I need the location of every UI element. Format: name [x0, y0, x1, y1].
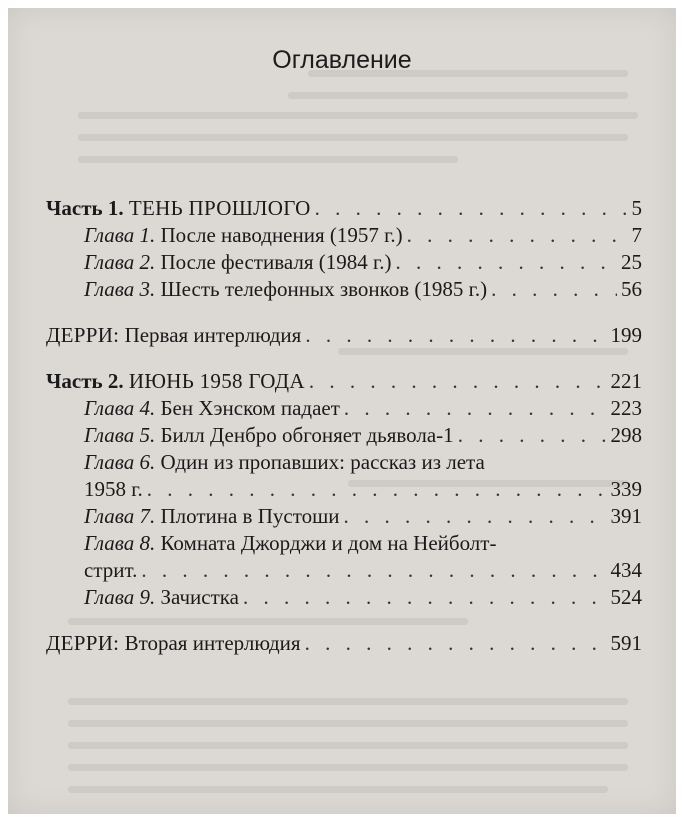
page-number: 391 — [610, 504, 642, 528]
chapter-title: Бен Хэнском падает — [160, 396, 340, 420]
interlude-title: Вторая интерлюдия — [124, 631, 301, 655]
chapter-title-continuation: стрит. — [84, 558, 138, 582]
toc-chapter-2 — [46, 249, 642, 276]
interlude-title: Первая интерлюдия — [124, 323, 302, 347]
toc-interlude-2 — [46, 630, 642, 657]
leader-dots — [458, 422, 607, 449]
leader-dots — [407, 222, 628, 249]
page-number: 25 — [621, 250, 642, 274]
toc-chapter-8 — [46, 530, 642, 557]
chapter-label: Глава 2. — [84, 250, 156, 274]
page-number: 339 — [610, 477, 642, 501]
toc-chapter-3 — [46, 276, 642, 303]
page-number: 7 — [631, 223, 642, 247]
chapter-title: После наводнения (1957 г.) — [160, 223, 403, 247]
chapter-label: Глава 7. — [84, 504, 156, 528]
toc-interlude-1 — [46, 322, 642, 349]
part-label: Часть 2. — [46, 369, 124, 393]
toc-chapter-9 — [46, 584, 642, 611]
chapter-title: Шесть телефонных звонков (1985 г.) — [160, 277, 488, 301]
page-number: 298 — [610, 423, 642, 447]
toc-chapter-7 — [46, 503, 642, 530]
spacer — [46, 611, 642, 630]
toc-chapter-8-continuation — [46, 557, 642, 584]
leader-dots — [305, 630, 607, 657]
leader-dots — [243, 584, 607, 611]
chapter-title: После фестиваля (1984 г.) — [160, 250, 392, 274]
toc-chapter-6-continuation — [46, 476, 642, 503]
page-number: 434 — [610, 558, 642, 582]
table-of-contents — [46, 195, 642, 657]
chapter-title: Один из пропавших: рассказ из лета — [160, 450, 485, 474]
toc-chapter-5 — [46, 422, 642, 449]
page-number: 5 — [631, 196, 642, 220]
chapter-label: Глава 5. — [84, 423, 156, 447]
interlude-label: ДЕРРИ: — [46, 323, 120, 347]
chapter-title: Зачистка — [160, 585, 239, 609]
page-title: Оглавление — [272, 46, 412, 74]
spacer — [46, 303, 642, 322]
chapter-title: Комната Джорджи и дом на Нейболт- — [160, 531, 497, 555]
chapter-label: Глава 4. — [84, 396, 156, 420]
leader-dots — [344, 395, 607, 422]
chapter-label: Глава 3. — [84, 277, 156, 301]
toc-chapter-6 — [46, 449, 642, 476]
leader-dots — [309, 368, 607, 395]
chapter-label: Глава 6. — [84, 450, 156, 474]
page-number: 591 — [610, 631, 642, 655]
page-number: 524 — [610, 585, 642, 609]
part-title: ТЕНЬ ПРОШЛОГО — [128, 196, 311, 220]
leader-dots — [315, 195, 628, 222]
toc-chapter-1 — [46, 222, 642, 249]
chapter-title-continuation: 1958 г. — [84, 477, 143, 501]
page-number: 199 — [610, 323, 642, 347]
book-page — [8, 8, 676, 814]
toc-part-2 — [46, 368, 642, 395]
page-number: 223 — [610, 396, 642, 420]
leader-dots — [147, 476, 607, 503]
leader-dots — [141, 557, 606, 584]
spacer — [46, 349, 642, 368]
part-label: Часть 1. — [46, 196, 124, 220]
chapter-label: Глава 1. — [84, 223, 156, 247]
leader-dots — [491, 276, 617, 303]
toc-chapter-4 — [46, 395, 642, 422]
interlude-label: ДЕРРИ: — [46, 631, 120, 655]
chapter-title: Плотина в Пустоши — [160, 504, 340, 528]
toc-part-1 — [46, 195, 642, 222]
leader-dots — [395, 249, 617, 276]
part-title: ИЮНЬ 1958 ГОДА — [128, 369, 305, 393]
leader-dots — [344, 503, 607, 530]
page-number: 221 — [610, 369, 642, 393]
chapter-title: Билл Денбро обгоняет дьявола-1 — [160, 423, 454, 447]
page-number: 56 — [621, 277, 642, 301]
chapter-label: Глава 8. — [84, 531, 156, 555]
chapter-label: Глава 9. — [84, 585, 156, 609]
leader-dots — [305, 322, 606, 349]
